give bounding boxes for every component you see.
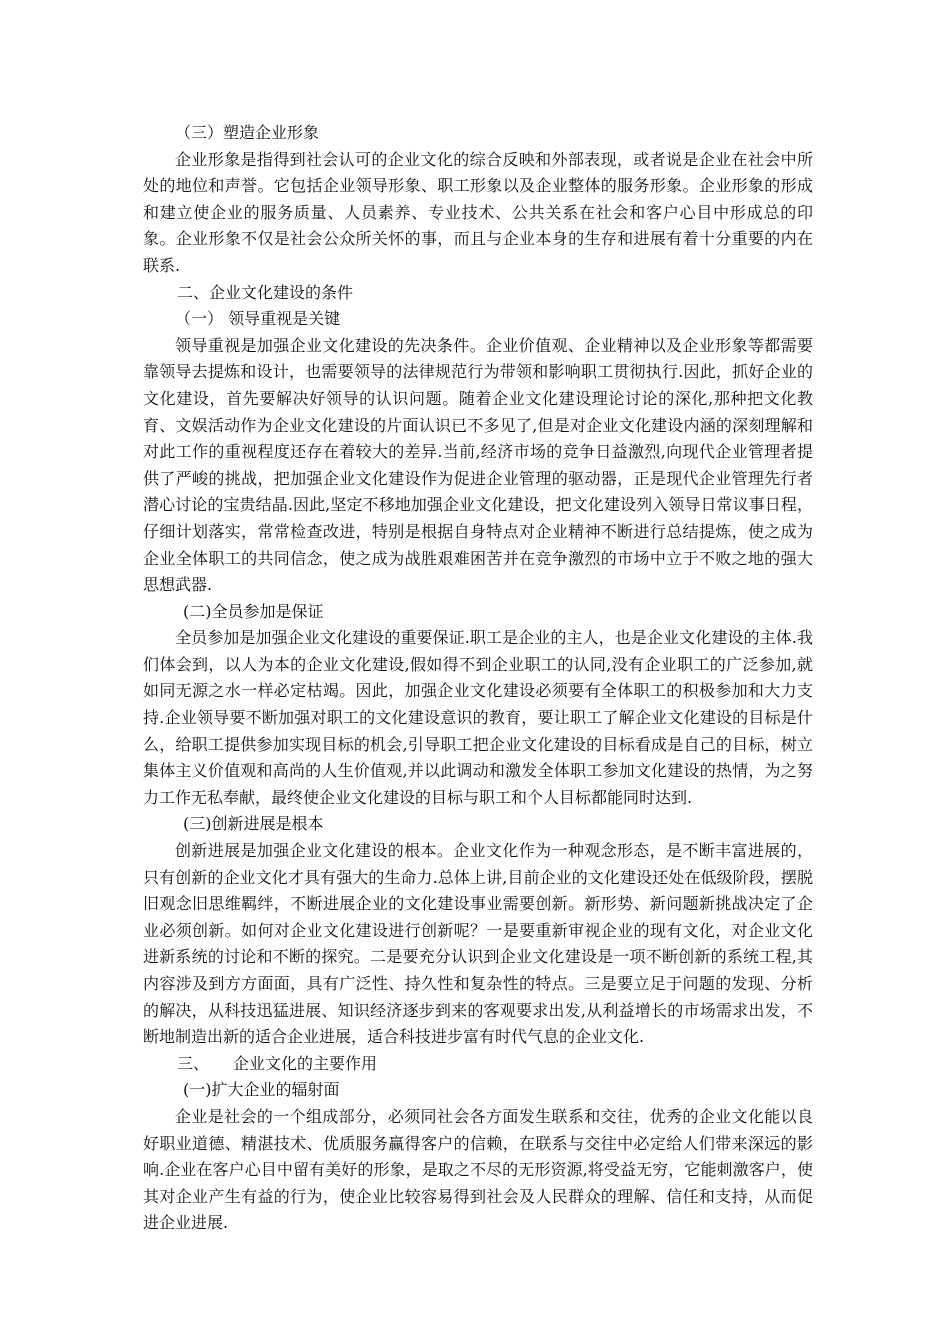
paragraph-corporate-image: 企业形象是指得到社会认可的企业文化的综合反映和外部表现，或者说是企业在社会中所处的地位和声誉。它包括企业领导形象、职工形象以及企业整体的服务形象。企业形象的形成和建立使企业的服务质量、人员素养、专业技术、公共关系在社会和客户心目中形成总的印象。企业形象不仅是社会公众所关怀的事，而且与企业本身的生存和进展有着十分重要的内在联系. bbox=[143, 149, 813, 275]
subheading-leadership-key: （一） 领导重视是关键 bbox=[175, 309, 341, 329]
subheading-expand-radiation: (一)扩大企业的辐射面 bbox=[183, 1080, 340, 1100]
subheading-innovation: (三)创新进展是根本 bbox=[183, 814, 324, 834]
section-title: 企业文化的主要作用 bbox=[233, 1053, 378, 1073]
section-heading-main-functions bbox=[143, 1051, 813, 1078]
section-heading-conditions: 二、企业文化建设的条件 bbox=[177, 282, 354, 302]
paragraph-radiation: 企业是社会的一个组成部分，必须同社会各方面发生联系和交往，优秀的企业文化能以良好职业道德、精湛技术、优质服务赢得客户的信赖，在联系与交往中必定给人们带来深远的影响.企业在客户心目中留有美好的形象，是取之不尽的无形资源,将受益无穷，它能刺激客户，使其对企业产生有益的行为，使企业比较容易得到社会及人民群众的理解、信任和支持，从而促进企业进展. bbox=[143, 1106, 813, 1233]
subheading-full-participation: (二)全员参加是保证 bbox=[183, 601, 324, 621]
paragraph-participation: 全员参加是加强企业文化建设的重要保证.职工是企业的主人，也是企业文化建设的主体.我们体会到，以人为本的企业文化建设,假如得不到企业职工的认同,没有企业职工的广泛参加,就如同无源之水一样必定枯竭。因此，加强企业文化建设必须要有全体职工的积极参加和大力支持.企业领导要不断加强对职工的文化建设意识的教育，要让职工了解企业文化建设的目标是什么，给职工提供参加实现目标的机会,引导职工把企业文化建设的目标看成是自己的目标，树立集体主义价值观和高尚的人生价值观,并以此调动和激发全体职工参加文化建设的热情，为之努力工作无私奉献，最终使企业文化建设的目标与职工和个人目标都能同时达到. bbox=[143, 628, 813, 807]
paragraph-innovation: 创新进展是加强企业文化建设的根本。企业文化作为一种观念形态，是不断丰富进展的，只有创新的企业文化才具有强大的生命力.总体上讲,目前企业的文化建设还处在低级阶段，摆脱旧观念旧思维羁绊，不断进展企业的文化建设事业需要创新。新形势、新问题新挑战决定了企业必须创新。如何对企业文化建设进行创新呢？一是要重新审视企业的现有文化，对企业文化进新系统的讨论和不断的探究。二是要充分认识到企业文化建设是一项不断创新的系统工程,其内容涉及到方方面面，具有广泛性、持久性和复杂性的特点。三是要立足于问题的发现、分析的解决，从科技迅猛进展、知识经济逐步到来的客观要求出发,从利益增长的市场需求出发，不断地制造出新的适合企业进展，适合科技进步富有时代气息的企业文化. bbox=[143, 841, 813, 1047]
paragraph-leadership: 领导重视是加强企业文化建设的先决条件。企业价值观、企业精神以及企业形象等都需要靠领导去提炼和设计，也需要领导的法律规范行为带领和影响职工贯彻执行.因此，抓好企业的文化建设，首先要解决好领导的认识问题。随着企业文化建设理论讨论的深化,那种把文化教育、文娱活动作为企业文化建设的片面认识已不多见了,但是对企业文化建设内涵的深刻理解和对此工作的重视程度还存在着较大的差异.当前,经济市场的竞争日益激烈,向现代企业管理者提供了严峻的挑战，把加强企业文化建设作为促进企业管理的驱动器，正是现代企业管理先行者潜心讨论的宝贵结晶.因此,坚定不移地加强企业文化建设，把文化建设列入领导日常议事日程，仔细计划落实，常常检查改进，特别是根据自身特点对企业精神不断进行总结提炼，使之成为企业全体职工的共同信念，使之成为战胜艰难困苦并在竞争激烈的市场中立于不败之地的强大思想武器. bbox=[143, 335, 813, 595]
document-body bbox=[143, 120, 813, 1237]
subheading-shape-corporate-image: （三）塑造企业形象 bbox=[175, 123, 320, 142]
section-number: 三、 bbox=[177, 1053, 210, 1073]
